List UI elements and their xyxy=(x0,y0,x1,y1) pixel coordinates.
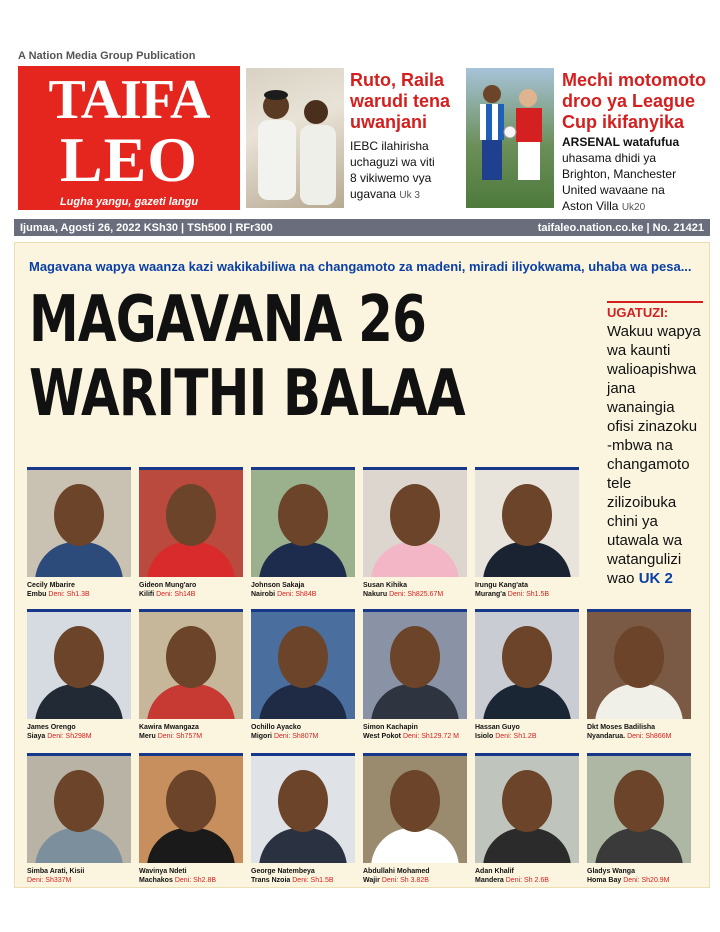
governor-photo[interactable] xyxy=(251,467,355,577)
governor-caption xyxy=(251,867,359,885)
governor-caption xyxy=(475,723,583,741)
portrait-face xyxy=(166,484,216,546)
main-headline[interactable] xyxy=(29,283,465,431)
teaser-title-politics[interactable] xyxy=(350,70,462,133)
sidebar-body xyxy=(607,322,703,588)
governor-debt xyxy=(277,591,316,598)
debt-label: Deni: xyxy=(156,591,173,598)
teaser-title-line: Cup ikifanyika xyxy=(562,112,685,132)
teaser-body-football xyxy=(562,134,712,216)
issue-date-price: Ijumaa, Agosti 26, 2022 KSh30 | TSh500 | RFr300 xyxy=(20,221,273,234)
teaser-title-line: Ruto, Raila xyxy=(350,70,445,90)
teaser-body-line: ugavana xyxy=(350,187,397,201)
teaser-body-line: uchaguzi wa viti xyxy=(350,155,435,169)
governor-county: Kilifi xyxy=(139,591,155,598)
debt-value: Sh298M xyxy=(65,733,92,740)
governor-debt xyxy=(156,591,195,598)
governor-county: Mandera xyxy=(475,877,504,884)
governor-photo[interactable] xyxy=(363,467,467,577)
portrait-face xyxy=(278,770,328,832)
governor-photo[interactable] xyxy=(251,753,355,863)
page-ref[interactable]: Uk 3 xyxy=(399,190,420,201)
governor-name: James Orengo xyxy=(27,724,76,731)
governor-county: Nyandarua. xyxy=(587,733,626,740)
governor-photo[interactable] xyxy=(363,753,467,863)
governor-caption xyxy=(251,723,359,741)
debt-label: Deni: xyxy=(381,877,399,884)
teaser-body-line: IEBC ilahirisha xyxy=(350,139,429,153)
governor-photo[interactable] xyxy=(27,609,131,719)
teaser-body-line: uhasama dhidi ya xyxy=(562,151,657,165)
teaser-title-football[interactable] xyxy=(562,70,712,133)
debt-label: Deni: xyxy=(47,733,64,740)
governor-debt xyxy=(48,591,89,598)
masthead-slogan: Lugha yangu, gazeti langu xyxy=(59,196,199,208)
publisher-credit: A Nation Media Group Publication xyxy=(18,50,196,62)
governor-county: Meru xyxy=(139,733,156,740)
governor-name: Johnson Sakaja xyxy=(251,582,305,589)
debt-value: Sh807M xyxy=(292,733,319,740)
governor-county: Nairobi xyxy=(251,591,276,598)
governor-name: Cecily Mbarire xyxy=(27,582,75,589)
debt-value: Sh1.2B xyxy=(513,733,537,740)
governor-name: Kawira Mwangaza xyxy=(139,724,199,731)
teaser-title-line: droo ya League xyxy=(562,91,696,111)
governor-name: Simon Kachapin xyxy=(363,724,418,731)
debt-value: Sh757M xyxy=(175,733,203,740)
portrait-face xyxy=(54,626,104,688)
governor-photo[interactable] xyxy=(475,753,579,863)
teaser-photo-football[interactable] xyxy=(466,68,554,208)
governor-name: Hassan Guyo xyxy=(475,724,520,731)
governor-caption xyxy=(251,581,359,599)
teaser-body-line: ARSENAL watafufua xyxy=(562,135,680,149)
governor-county: Trans Nzoia xyxy=(251,877,291,884)
teaser-title-line: Mechi motomoto xyxy=(562,70,706,90)
governor-debt xyxy=(506,877,549,884)
governor-caption xyxy=(139,723,247,741)
website-issue-number[interactable]: taifaleo.nation.co.ke | No. 21421 xyxy=(537,221,704,234)
governor-photo[interactable] xyxy=(139,467,243,577)
teaser-title-line: warudi tena xyxy=(350,91,451,111)
headline-line: WARITHI BALAA xyxy=(29,357,465,431)
debt-label: Deni: xyxy=(505,877,523,884)
debt-label: Deni: xyxy=(623,877,640,884)
governor-county: Machakos xyxy=(139,877,173,884)
portrait-face xyxy=(166,626,216,688)
governor-name: Adan Khalif xyxy=(475,868,514,875)
debt-label: Deni: xyxy=(495,733,512,740)
dateline-bar xyxy=(14,219,710,236)
story-kicker: Magavana wapya waanza kazi wakikabiliwa na changamoto za madeni, miradi iliyokwama, uhaba wa pesa... xyxy=(29,259,692,274)
governor-debt xyxy=(623,877,669,884)
sidebar-label: UGATUZI: xyxy=(607,301,703,320)
masthead-logo[interactable] xyxy=(18,66,240,210)
governor-county: Nakuru xyxy=(363,591,388,598)
governor-caption xyxy=(27,867,135,885)
debt-value: Sh 3.82B xyxy=(400,877,429,884)
governor-name: Wavinya Ndeti xyxy=(139,868,187,875)
debt-label: Deni: xyxy=(627,733,644,740)
debt-label: Deni: xyxy=(27,877,44,884)
portrait-face xyxy=(54,770,104,832)
governor-county: Homa Bay xyxy=(587,877,622,884)
debt-label: Deni: xyxy=(507,591,525,598)
governor-name: George Natembeya xyxy=(251,868,315,875)
debt-value: Sh337M xyxy=(45,877,72,884)
governor-debt xyxy=(382,877,429,884)
portrait-face xyxy=(278,484,328,546)
governor-caption xyxy=(363,723,471,741)
debt-label: Deni: xyxy=(402,733,420,740)
governor-debt xyxy=(292,877,333,884)
portrait-face xyxy=(614,626,664,688)
sidebar-page-ref[interactable]: UK 2 xyxy=(638,570,673,587)
governor-name: Irungu Kang'ata xyxy=(475,582,528,589)
governor-photo[interactable] xyxy=(27,467,131,577)
teaser-title-line: uwanjani xyxy=(350,112,428,132)
governor-county: Isiolo xyxy=(475,733,494,740)
portrait-face xyxy=(54,484,104,546)
governor-photo[interactable] xyxy=(27,753,131,863)
page-ref[interactable]: Uk20 xyxy=(621,202,646,213)
debt-label: Deni: xyxy=(157,733,175,740)
portrait-face xyxy=(390,770,440,832)
governor-debt xyxy=(627,733,671,740)
governor-caption xyxy=(587,867,695,885)
governor-debt xyxy=(389,591,443,598)
governor-caption xyxy=(475,867,583,885)
governor-county: West Pokot xyxy=(363,733,401,740)
debt-label: Deni: xyxy=(48,591,65,598)
governor-debt xyxy=(27,877,71,884)
governor-caption xyxy=(475,581,583,599)
governor-photo[interactable] xyxy=(475,467,579,577)
debt-value: Sh825.67M xyxy=(407,591,444,598)
governor-name: Dkt Moses Badilisha xyxy=(587,724,656,731)
governor-photo[interactable] xyxy=(363,609,467,719)
governor-name: Susan Kihika xyxy=(363,582,407,589)
debt-value: Sh14B xyxy=(174,591,196,598)
debt-label: Deni: xyxy=(174,877,192,884)
teaser-body-line: Aston Villa xyxy=(562,199,619,213)
masthead-title-line1: TAIFA xyxy=(48,69,210,131)
portrait-face xyxy=(390,484,440,546)
governor-debt xyxy=(495,733,536,740)
portrait-face xyxy=(502,770,552,832)
debt-label: Deni: xyxy=(277,591,294,598)
teaser-body-line: United wavaane na xyxy=(562,183,665,197)
governor-caption xyxy=(363,867,471,885)
debt-value: Sh866M xyxy=(645,733,672,740)
teaser-body-line: Brighton, Manchester xyxy=(562,167,677,181)
governor-caption xyxy=(363,581,471,599)
governor-caption xyxy=(139,867,247,885)
debt-value: Sh1.5B xyxy=(310,877,334,884)
portrait-face xyxy=(502,626,552,688)
portrait-face xyxy=(614,770,664,832)
teaser-photo-politics[interactable] xyxy=(246,68,344,208)
debt-value: Sh2.8B xyxy=(193,877,217,884)
governor-name: Simba Arati, Kisii xyxy=(27,868,85,875)
governor-photo[interactable] xyxy=(587,753,691,863)
governor-county: Siaya xyxy=(27,733,46,740)
debt-value: Sh1.5B xyxy=(526,591,550,598)
governor-caption xyxy=(587,723,695,741)
debt-value: Sh84B xyxy=(295,591,317,598)
teaser-body-line: 8 vikiwemo vya xyxy=(350,171,432,185)
governor-photo[interactable] xyxy=(475,609,579,719)
portrait-face xyxy=(390,626,440,688)
governor-photo[interactable] xyxy=(139,753,243,863)
governor-name: Abdullahi Mohamed xyxy=(363,868,430,875)
governor-name: Ochillo Ayacko xyxy=(251,724,302,731)
portrait-face xyxy=(278,626,328,688)
governor-county: Murang'a xyxy=(475,591,506,598)
masthead-title-line2: LEO xyxy=(59,124,199,195)
governor-name: Gideon Mung'aro xyxy=(139,582,197,589)
debt-value: Sh20.9M xyxy=(641,877,670,884)
headline-line: MAGAVANA 26 xyxy=(29,283,427,357)
governor-county: Embu xyxy=(27,591,47,598)
debt-value: Sh129.72 M xyxy=(421,733,459,740)
governor-debt xyxy=(47,733,91,740)
governor-debt xyxy=(508,591,549,598)
governor-caption xyxy=(139,581,247,599)
governor-county: Migori xyxy=(251,733,272,740)
governor-debt xyxy=(158,733,202,740)
portrait-face xyxy=(502,484,552,546)
debt-value: Sh1.3B xyxy=(66,591,90,598)
governor-caption xyxy=(27,581,135,599)
governor-photo[interactable] xyxy=(251,609,355,719)
governor-debt xyxy=(403,733,459,740)
sidebar-summary xyxy=(607,301,703,588)
teaser-body-politics xyxy=(350,138,462,204)
governor-county: Wajir xyxy=(363,877,380,884)
debt-label: Deni: xyxy=(273,733,291,740)
governor-debt xyxy=(175,877,216,884)
governor-photo[interactable] xyxy=(587,609,691,719)
sidebar-text: Wakuu wapya wa kaunti walioapishwa jana wanaingia ofisi zinazoku -mbwa na changamoto tele zilizoibuka chini ya utawala wa watangulizi wao xyxy=(607,323,701,587)
governor-name: Gladys Wanga xyxy=(587,868,635,875)
governor-debt xyxy=(274,733,318,740)
governor-photo[interactable] xyxy=(139,609,243,719)
main-story xyxy=(14,242,710,888)
debt-value: Sh 2.6B xyxy=(524,877,549,884)
portrait-face xyxy=(166,770,216,832)
debt-label: Deni: xyxy=(292,877,309,884)
governor-caption xyxy=(27,723,135,741)
debt-label: Deni: xyxy=(389,591,406,598)
